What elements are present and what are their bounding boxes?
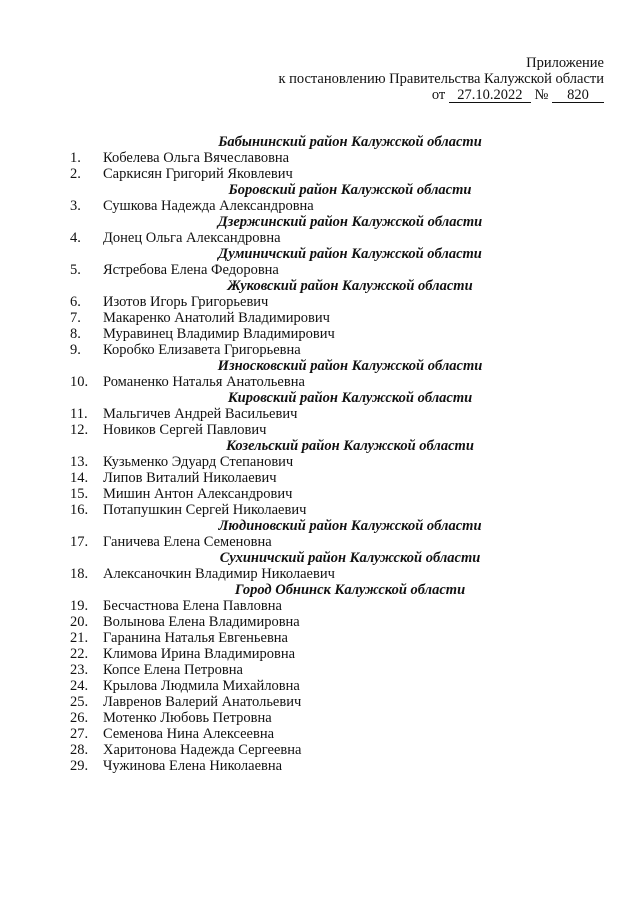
item-number: 7. bbox=[70, 310, 81, 326]
district-heading: Бабынинский район Калужской области bbox=[218, 134, 482, 150]
district-heading: Город Обнинск Калужской области bbox=[234, 582, 466, 598]
list-item bbox=[0, 502, 640, 518]
person-name: Кобелева Ольга Вячеславовна bbox=[103, 150, 290, 166]
item-number: 2. bbox=[70, 166, 81, 182]
item-number: 25. bbox=[70, 694, 89, 710]
item-number: 28. bbox=[70, 742, 89, 758]
appendix-date-line bbox=[278, 87, 604, 103]
award-list bbox=[0, 134, 640, 774]
list-item bbox=[0, 262, 640, 278]
item-number: 23. bbox=[70, 662, 89, 678]
district-heading: Кировский район Калужской области bbox=[227, 390, 473, 406]
district-heading: Думиничский район Калужской области bbox=[218, 246, 482, 262]
item-number: 10. bbox=[70, 374, 89, 390]
list-item bbox=[0, 486, 640, 502]
list-item bbox=[0, 646, 640, 662]
list-item bbox=[0, 198, 640, 214]
item-number: 13. bbox=[70, 454, 89, 470]
date-prefix: от bbox=[431, 87, 446, 103]
person-name: Макаренко Анатолий Владимирович bbox=[103, 310, 330, 326]
item-number: 24. bbox=[70, 678, 89, 694]
district-heading: Дзержинский район Калужской области bbox=[217, 214, 483, 230]
list-item bbox=[0, 310, 640, 326]
person-name: Мотенко Любовь Петровна bbox=[103, 710, 272, 726]
person-name: Донец Ольга Александровна bbox=[103, 230, 281, 246]
person-name: Муравинец Владимир Владимирович bbox=[103, 326, 335, 342]
item-number: 18. bbox=[70, 566, 89, 582]
list-item bbox=[0, 630, 640, 646]
list-item bbox=[0, 758, 640, 774]
person-name: Мальгичев Андрей Васильевич bbox=[103, 406, 298, 422]
item-number: 21. bbox=[70, 630, 89, 646]
item-number: 19. bbox=[70, 598, 89, 614]
list-item bbox=[0, 726, 640, 742]
person-name: Волынова Елена Владимировна bbox=[103, 614, 300, 630]
list-item bbox=[0, 406, 640, 422]
item-number: 1. bbox=[70, 150, 81, 166]
list-item bbox=[0, 342, 640, 358]
person-name: Романенко Наталья Анатольевна bbox=[103, 374, 305, 390]
decree-date: 27.10.2022 bbox=[449, 88, 531, 103]
item-number: 16. bbox=[70, 502, 89, 518]
item-number: 22. bbox=[70, 646, 89, 662]
district-heading: Козельский район Калужской области bbox=[226, 438, 474, 454]
item-number: 5. bbox=[70, 262, 81, 278]
person-name: Новиков Сергей Павлович bbox=[103, 422, 267, 438]
appendix-reference: к постановлению Правительства Калужской области bbox=[278, 71, 604, 87]
item-number: 15. bbox=[70, 486, 89, 502]
appendix-title: Приложение bbox=[526, 55, 604, 71]
list-item bbox=[0, 662, 640, 678]
item-number: 4. bbox=[70, 230, 81, 246]
list-item bbox=[0, 678, 640, 694]
person-name: Ганичева Елена Семеновна bbox=[103, 534, 272, 550]
person-name: Чужинова Елена Николаевна bbox=[103, 758, 283, 774]
list-item bbox=[0, 230, 640, 246]
list-item bbox=[0, 534, 640, 550]
district-heading: Жуковский район Калужской области bbox=[227, 278, 473, 294]
person-name: Ястребова Елена Федоровна bbox=[103, 262, 279, 278]
person-name: Коробко Елизавета Григорьевна bbox=[103, 342, 301, 358]
person-name: Крылова Людмила Михайловна bbox=[103, 678, 300, 694]
person-name: Семенова Нина Алексеевна bbox=[103, 726, 275, 742]
person-name: Изотов Игорь Григорьевич bbox=[103, 294, 269, 310]
number-sign: № bbox=[534, 87, 549, 103]
item-number: 11. bbox=[70, 406, 88, 422]
person-name: Сушкова Надежда Александровна bbox=[103, 198, 314, 214]
item-number: 26. bbox=[70, 710, 89, 726]
list-item bbox=[0, 470, 640, 486]
item-number: 8. bbox=[70, 326, 81, 342]
list-item bbox=[0, 742, 640, 758]
item-number: 12. bbox=[70, 422, 89, 438]
district-heading: Людиновский район Калужской области bbox=[218, 518, 482, 534]
list-item bbox=[0, 326, 640, 342]
item-number: 9. bbox=[70, 342, 81, 358]
person-name: Липов Виталий Николаевич bbox=[103, 470, 277, 486]
appendix-header bbox=[278, 55, 604, 103]
list-item bbox=[0, 710, 640, 726]
list-item bbox=[0, 166, 640, 182]
person-name: Алексаночкин Владимир Николаевич bbox=[103, 566, 335, 582]
list-item bbox=[0, 294, 640, 310]
person-name: Климова Ирина Владимировна bbox=[103, 646, 296, 662]
item-number: 27. bbox=[70, 726, 89, 742]
person-name: Копсе Елена Петровна bbox=[103, 662, 243, 678]
district-heading: Боровский район Калужской области bbox=[228, 182, 472, 198]
list-item bbox=[0, 454, 640, 470]
person-name: Харитонова Надежда Сергеевна bbox=[103, 742, 302, 758]
item-number: 17. bbox=[70, 534, 89, 550]
person-name: Лавренов Валерий Анатольевич bbox=[103, 694, 302, 710]
person-name: Потапушкин Сергей Николаевич bbox=[103, 502, 307, 518]
list-item bbox=[0, 614, 640, 630]
item-number: 20. bbox=[70, 614, 89, 630]
list-item bbox=[0, 694, 640, 710]
list-item bbox=[0, 566, 640, 582]
item-number: 14. bbox=[70, 470, 89, 486]
list-item bbox=[0, 422, 640, 438]
person-name: Бесчастнова Елена Павловна bbox=[103, 598, 282, 614]
person-name: Мишин Антон Александрович bbox=[103, 486, 293, 502]
item-number: 3. bbox=[70, 198, 81, 214]
list-item bbox=[0, 598, 640, 614]
item-number: 29. bbox=[70, 758, 89, 774]
person-name: Кузьменко Эдуард Степанович bbox=[103, 454, 294, 470]
list-item bbox=[0, 374, 640, 390]
list-item bbox=[0, 150, 640, 166]
decree-number: 820 bbox=[552, 88, 604, 103]
district-heading: Износковский район Калужской области bbox=[217, 358, 483, 374]
person-name: Гаранина Наталья Евгеньевна bbox=[103, 630, 288, 646]
person-name: Саркисян Григорий Яковлевич bbox=[103, 166, 293, 182]
district-heading: Сухиничский район Калужской области bbox=[219, 550, 481, 566]
item-number: 6. bbox=[70, 294, 81, 310]
